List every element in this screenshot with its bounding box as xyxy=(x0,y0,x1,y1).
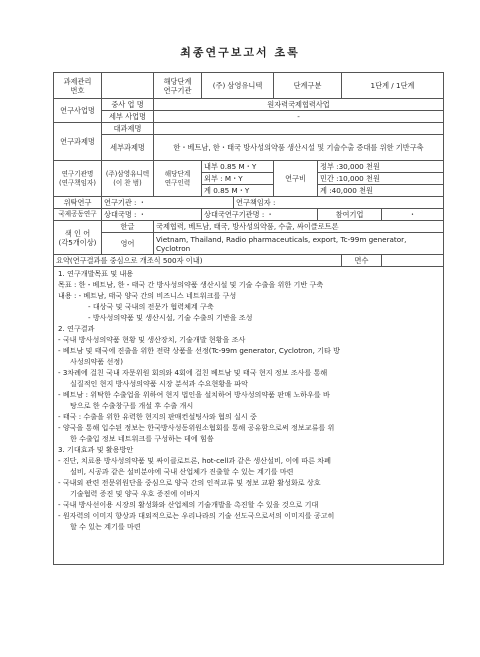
detail-business-label: 세부 사업명 xyxy=(102,111,154,123)
summary-line: - 베트남 : 위탁한 수출업을 위하여 현지 법인을 설치하여 방사성의약품 판매 노하우를 바 xyxy=(58,389,330,399)
commission-head: 연구책임자 : xyxy=(234,197,444,209)
summary-label: 요약(연구결과를 중심으로 개조식 500자 이내) xyxy=(54,255,342,267)
summary-line: - 원자력의 이미지 향상과 대외적으로는 우리나라의 기술 선도국으로서의 이미지를 공고히 xyxy=(58,510,335,520)
project-no-label: 과제관리 번호 xyxy=(54,73,102,99)
manager-label: 연구기관명 (연구책임자) xyxy=(54,161,102,197)
stage-value: 1단계 / 1단계 xyxy=(342,73,444,99)
keywords-en-value: Vietnam, Thailand, Radio pharmaceuticals, export, Tc-99m generator, Cyclotron xyxy=(154,233,444,255)
intl-country: 상대국명 : ・ xyxy=(102,209,202,221)
page-count-value xyxy=(382,255,444,267)
summary-line: - 방사성의약품 및 생산시설, 기술 수출의 기반을 조성 xyxy=(88,312,253,322)
keywords-label: 색 인 어 (각5개이상) xyxy=(54,221,102,255)
manager-value: (주)삼영유니텍 (이 찬 범) xyxy=(102,161,154,197)
project-no-value xyxy=(102,73,154,99)
summary-line: - 양국을 통해 입수된 정보는 한국방사성동위원소협회를 통해 공유함으로써 정보교류를 위 xyxy=(58,422,335,432)
intl-org: 상대국연구기관명 : ・ xyxy=(202,209,318,221)
fund-private: 민간 :10,000 천원 xyxy=(318,173,444,185)
summary-line: 1. 연구개발목표 및 내용 xyxy=(58,269,134,278)
summary-line: - 진단, 치료용 방사성의약품 및 싸이클로트론, hot-cell과 같은 생산설비, 이에 따른 차폐 xyxy=(58,455,331,465)
mid-business-label: 중사 업 명 xyxy=(102,99,154,111)
task-label: 연구과제명 xyxy=(54,123,102,161)
summary-line: 목표 : 한・베트남, 한・태국 간 방사성의약품 생산시설 및 기술 수출을 위한 기반 구축 xyxy=(58,279,324,289)
stage-label: 단계구분 xyxy=(274,73,342,99)
agency-label: 해당단계 연구기관 xyxy=(154,73,202,99)
agency-value: (주) 삼영유니텍 xyxy=(202,73,274,99)
keywords-ko-value: 국제협력, 베트남, 태국, 방사성의약품, 수출, 싸이클로트론 xyxy=(154,221,444,233)
summary-line: 내용 : - 베트남, 태국 양국 간의 비즈니스 네트워크를 구성 xyxy=(58,290,237,300)
summary-line: - 3차례에 걸친 국내 자문위원 회의와 4회에 걸친 베트남 및 태국 현지 정보 조사를 통해 xyxy=(58,367,328,377)
summary-line: 기술협력 증진 및 양국 우호 증진에 이바지 xyxy=(70,488,201,498)
summary-line: 2. 연구결과 xyxy=(58,323,95,333)
sub-task-label: 세부과제명 xyxy=(102,135,154,161)
summary-line: 실질적인 현지 방사성의약품 시장 분석과 수요현황을 파악 xyxy=(70,378,248,388)
business-label: 연구사업명 xyxy=(54,99,102,123)
intl-company-value: ・ xyxy=(382,209,444,221)
intl-company-label: 참여기업 xyxy=(318,209,382,221)
summary-line: 사성의약품 선정) xyxy=(70,356,123,366)
intl-label: 국제공동연구 xyxy=(54,209,102,221)
fund-total: 계 :40,000 천원 xyxy=(318,185,444,197)
big-task-label: 대과제명 xyxy=(102,123,154,135)
summary-line: - 국내 방사성의약품 현황 및 생산장치, 기술개발 현황을 조사 xyxy=(58,334,246,344)
summary-line: - 국내외 관련 전문위원단을 중심으로 양국 간의 인적교류 및 정보 교환 활성화로 상호 xyxy=(58,477,321,487)
detail-business-value: - xyxy=(154,111,444,123)
commission-org: 연구기관 : ・ xyxy=(102,197,234,209)
staff-label: 해당단계 연구인력 xyxy=(154,161,202,197)
staff-internal: 내부 0.85 M・Y xyxy=(202,161,274,173)
summary-line: - 국내 방사선이용 시장의 활성화와 산업체의 기술개발을 촉진할 수 있을 것으로 기대 xyxy=(58,499,319,509)
summary-line: - 베트남 및 태국에 진출을 위한 전략 상품을 선정(Tc-99m generator, Cyclotron, 기타 방 xyxy=(58,345,340,355)
document-title: 최종연구보고서 초록 xyxy=(180,46,300,59)
staff-total: 계 0.85 M・Y xyxy=(202,185,274,197)
summary-body xyxy=(54,267,444,565)
summary-line: - 대상국 및 국내의 전문가 협력체계 구축 xyxy=(88,301,214,311)
summary-line: 한 수출입 정보 네트워크를 구성하는 데에 힘씀 xyxy=(70,433,214,443)
summary-line: 탕으로 한 수출창구를 개설 후 수출 개시 xyxy=(70,400,194,410)
keywords-ko-label: 한글 xyxy=(102,221,154,233)
fund-label: 연구비 xyxy=(274,161,318,197)
summary-line: 할 수 있는 계기를 마련 xyxy=(70,521,141,531)
sub-task-value: 한・베트남, 한・태국 방사성의약품 생산시설 및 기술수출 증대를 위한 기반구축 xyxy=(154,135,444,161)
keywords-en-label: 영어 xyxy=(102,233,154,255)
staff-external: 외부 : M・Y xyxy=(202,173,274,185)
page-count-label: 면수 xyxy=(342,255,382,267)
big-task-value xyxy=(154,123,444,135)
summary-line: 3. 기대효과 및 활용방안 xyxy=(58,444,134,454)
abstract-table xyxy=(53,72,444,565)
summary-line: 설비, 시공과 같은 설비분야에 국내 산업체가 진출할 수 있는 계기를 마련 xyxy=(70,466,294,476)
commission-label: 위탁연구 xyxy=(54,197,102,209)
mid-business-value: 원자력국제협력사업 xyxy=(154,99,444,111)
summary-line: - 태국 : 수출을 위한 유력한 현지의 판매컨설팅사와 협의 실시 중 xyxy=(58,411,257,421)
fund-gov: 정부 :30,000 천원 xyxy=(318,161,444,173)
